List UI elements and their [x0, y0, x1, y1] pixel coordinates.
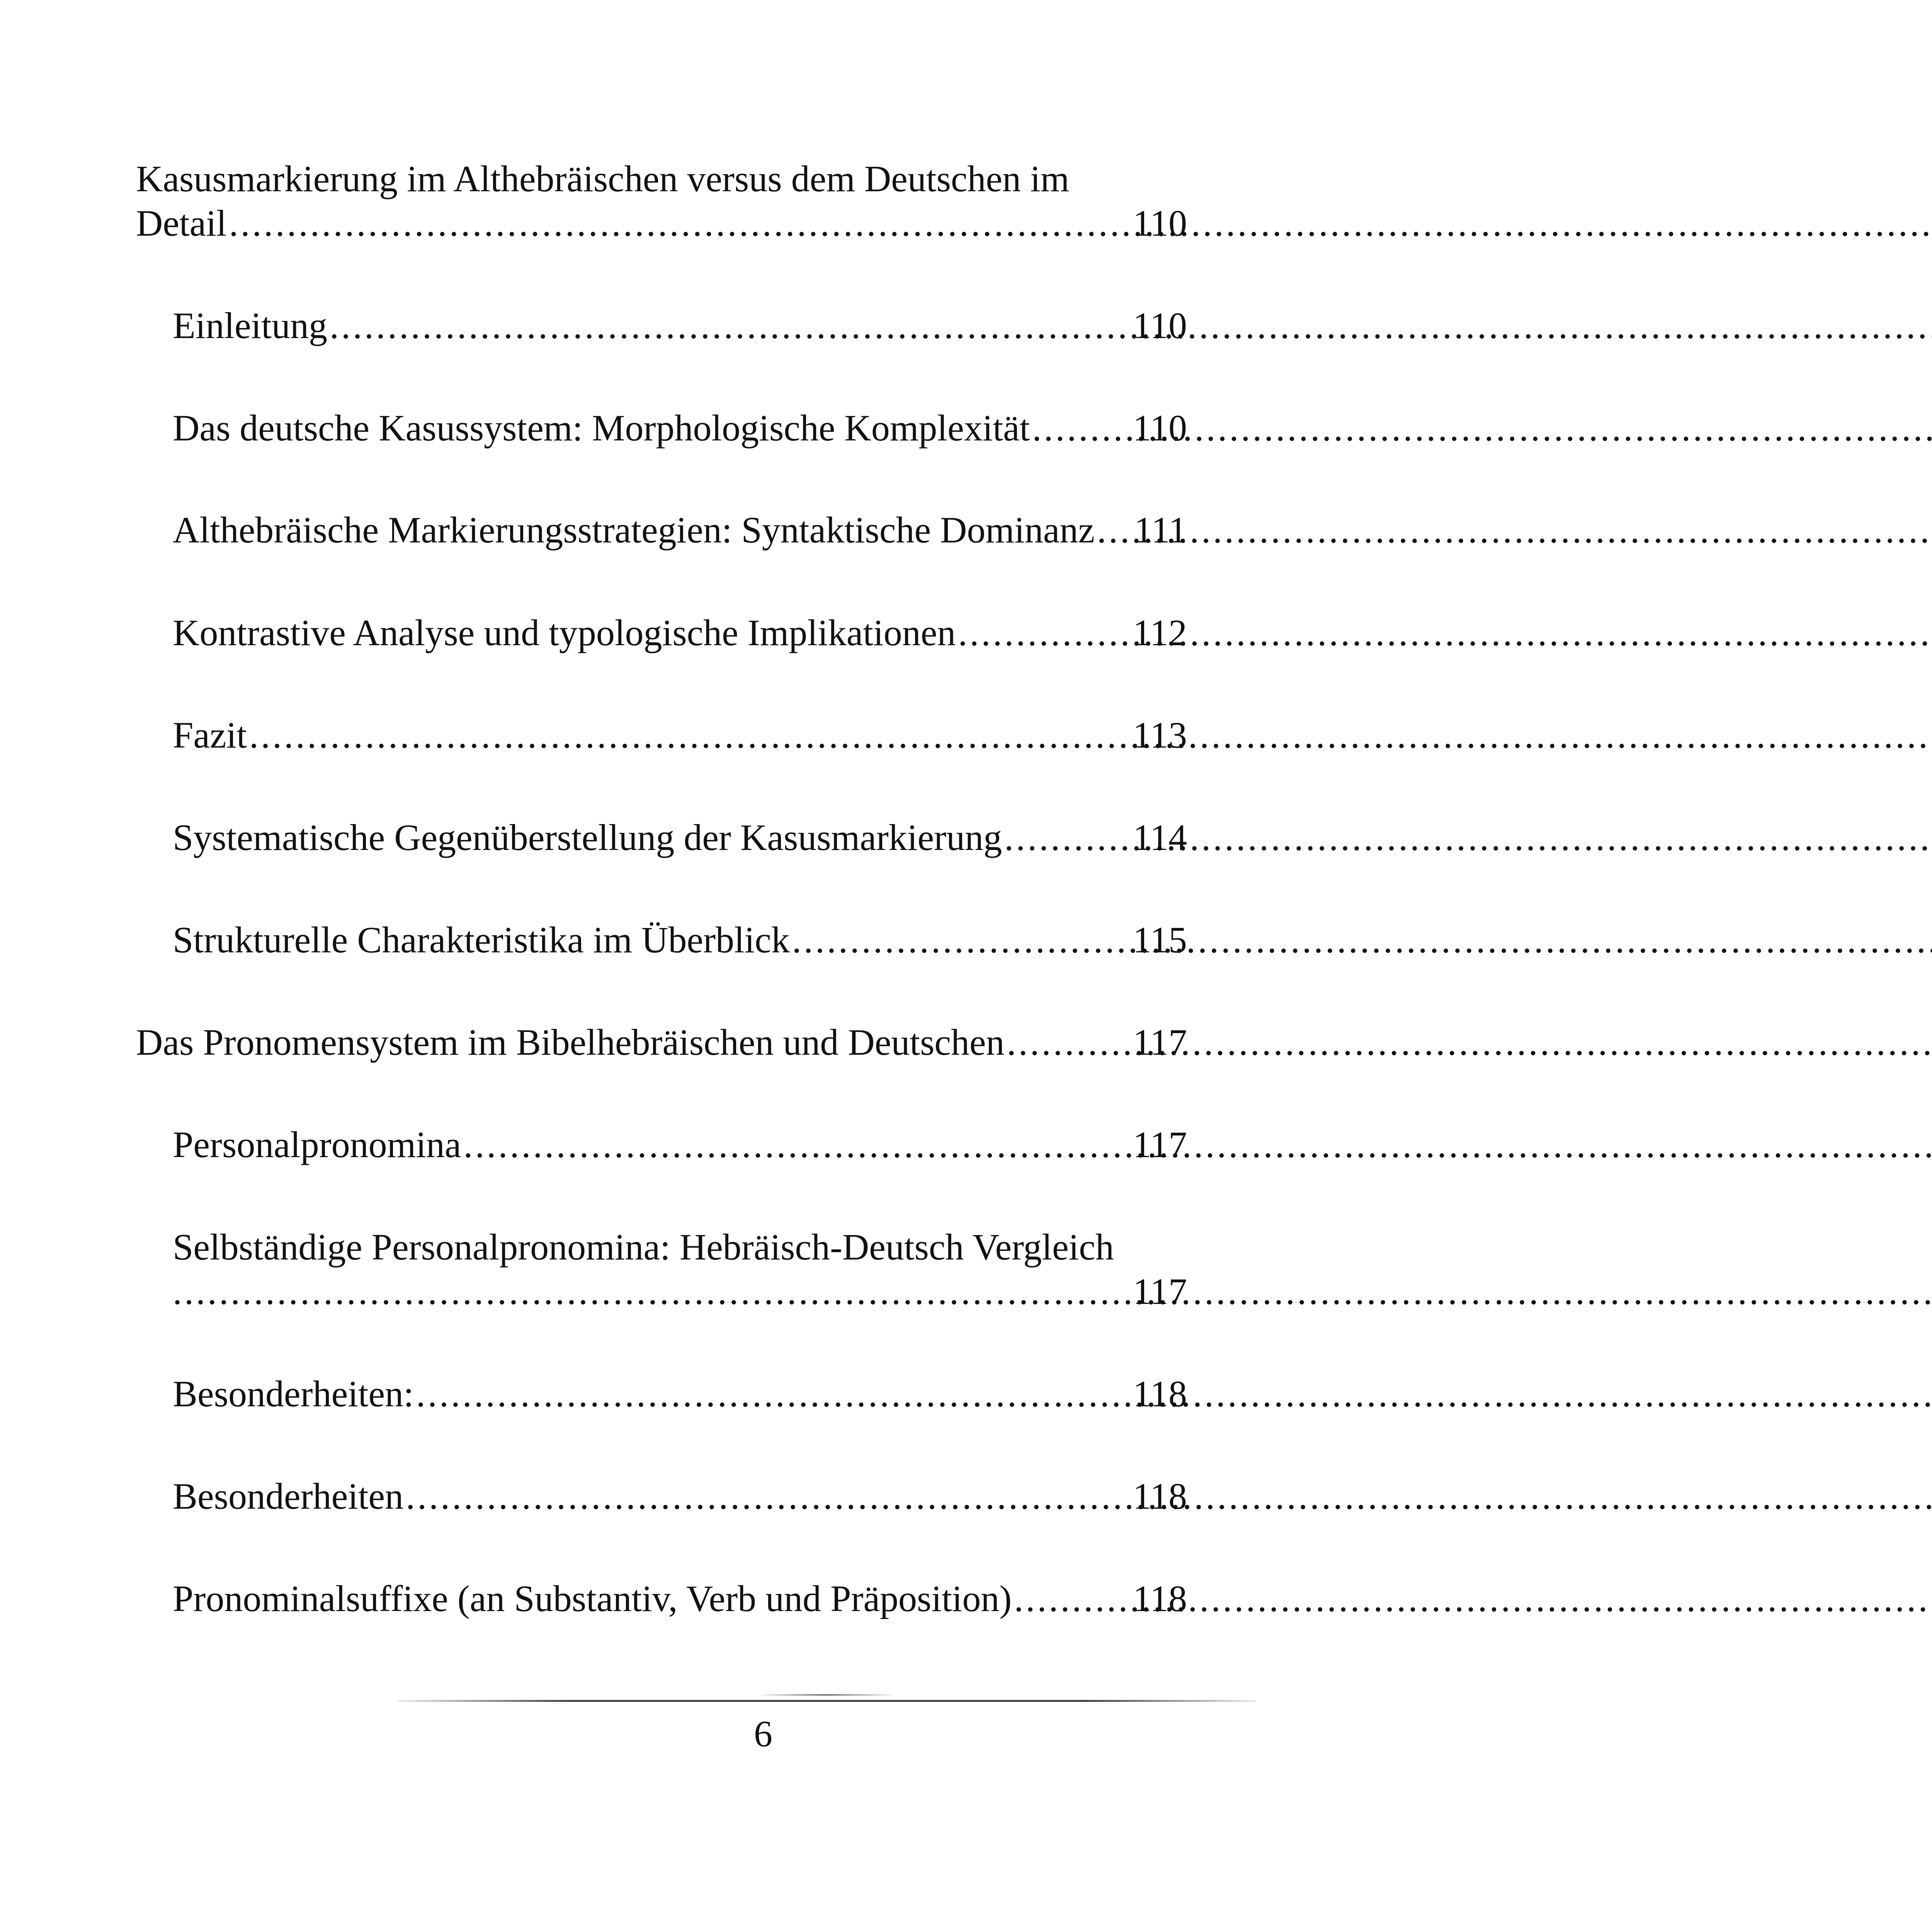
dot-leader — [173, 1269, 1130, 1314]
toc-entry[interactable] — [173, 610, 1187, 655]
toc-entry-line — [173, 1225, 1187, 1269]
dot-leader — [249, 713, 1130, 757]
toc-entry-line — [136, 1020, 1187, 1064]
dot-leader — [416, 1372, 1130, 1416]
toc-entry[interactable] — [136, 156, 1187, 245]
toc-entry-line — [173, 406, 1187, 450]
toc-entry-line — [173, 918, 1187, 962]
toc-entry-title: Detail — [136, 202, 227, 244]
toc-entry-title: Besonderheiten: — [173, 1373, 414, 1414]
toc-entry-page: 112 — [1133, 612, 1187, 653]
page-number: 6 — [754, 1713, 772, 1754]
footer-rule — [398, 1700, 1256, 1702]
toc-entry[interactable] — [173, 918, 1187, 962]
toc-entry-line — [173, 713, 1187, 757]
toc-entry-page: 118 — [1133, 1475, 1187, 1517]
toc-entry-title: Strukturelle Charakteristika im Überblick — [173, 919, 790, 960]
toc-entry-title: Personalpronomina — [173, 1124, 461, 1165]
toc-entry[interactable] — [173, 1474, 1187, 1518]
toc-entry-line — [173, 1269, 1187, 1314]
dot-leader — [406, 1474, 1129, 1518]
toc-entry-page: 118 — [1133, 1373, 1187, 1414]
toc-entry-line — [136, 156, 1187, 201]
toc-entry-line — [173, 1122, 1187, 1167]
toc-entry-line — [173, 610, 1187, 655]
dot-leader — [1014, 1576, 1129, 1621]
toc-entry-page: 114 — [1133, 817, 1187, 858]
toc-entry[interactable] — [173, 1372, 1187, 1416]
toc-entry[interactable] — [173, 508, 1187, 552]
toc-entry[interactable] — [173, 1576, 1187, 1621]
toc-entry[interactable] — [173, 1225, 1187, 1314]
dot-leader — [1032, 406, 1129, 450]
toc-entry-page: 115 — [1133, 919, 1187, 960]
toc-entry-title: Das Pronomensystem im Bibelhebräischen und Deutschen — [136, 1022, 1005, 1063]
toc-entry-line — [173, 1474, 1187, 1518]
toc-entry-page: 117 — [1133, 1022, 1187, 1063]
dot-leader — [792, 918, 1130, 962]
dot-leader — [464, 1122, 1130, 1167]
toc-entry-title: Kontrastive Analyse und typologische Implikationen — [173, 612, 956, 653]
toc-entry-title: Kasusmarkierung im Althebräischen versus dem Deutschen im — [136, 158, 1070, 199]
toc-entry-title: Systematische Gegenüberstellung der Kasusmarkierung — [173, 817, 1002, 858]
dot-leader — [958, 610, 1129, 655]
dot-leader — [1007, 1020, 1130, 1064]
footer-ornament-rule — [760, 1694, 892, 1696]
toc-entry[interactable] — [173, 1122, 1187, 1167]
toc-entry-line — [173, 1576, 1187, 1621]
toc-entry-page: 117 — [1133, 1124, 1187, 1165]
toc-entry-line — [173, 508, 1187, 552]
toc-entry-page: 110 — [1133, 407, 1187, 449]
toc-entry[interactable] — [173, 303, 1187, 348]
dot-leader — [330, 303, 1130, 348]
toc-entry-page: 110 — [1133, 305, 1187, 346]
toc-entry-title: Althebräische Markierungsstrategien: Syntaktische Dominanz — [173, 509, 1095, 551]
toc-entry[interactable] — [173, 713, 1187, 757]
toc-entry-title: Besonderheiten — [173, 1475, 404, 1517]
toc-entry-page: 110 — [1133, 202, 1187, 244]
toc-entry-page: 113 — [1133, 714, 1187, 756]
toc-entry[interactable] — [136, 1020, 1187, 1064]
toc-entry-title: Selbständige Personalpronomina: Hebräisch-Deutsch Vergleich — [173, 1226, 1114, 1268]
toc-entry-line — [136, 201, 1187, 245]
toc-entry-page: 111 — [1134, 509, 1187, 551]
toc-entry[interactable] — [173, 815, 1187, 860]
toc-entry-title: Fazit — [173, 714, 247, 756]
toc-entry-page: 117 — [1133, 1271, 1187, 1312]
toc-entry-title: Einleitung — [173, 305, 327, 346]
toc-entry-title: Das deutsche Kasussystem: Morphologische Komplexität — [173, 407, 1030, 449]
toc-entry-line — [173, 1372, 1187, 1416]
dot-leader — [1097, 508, 1131, 552]
toc-entry-title: Pronominalsuffixe (an Substantiv, Verb und Präposition) — [173, 1578, 1012, 1619]
toc-entry-line — [173, 303, 1187, 348]
dot-leader — [229, 201, 1130, 245]
toc-entry-line — [173, 815, 1187, 860]
dot-leader — [1004, 815, 1129, 860]
toc-entry[interactable] — [173, 406, 1187, 450]
toc-entry-page: 118 — [1133, 1578, 1187, 1619]
